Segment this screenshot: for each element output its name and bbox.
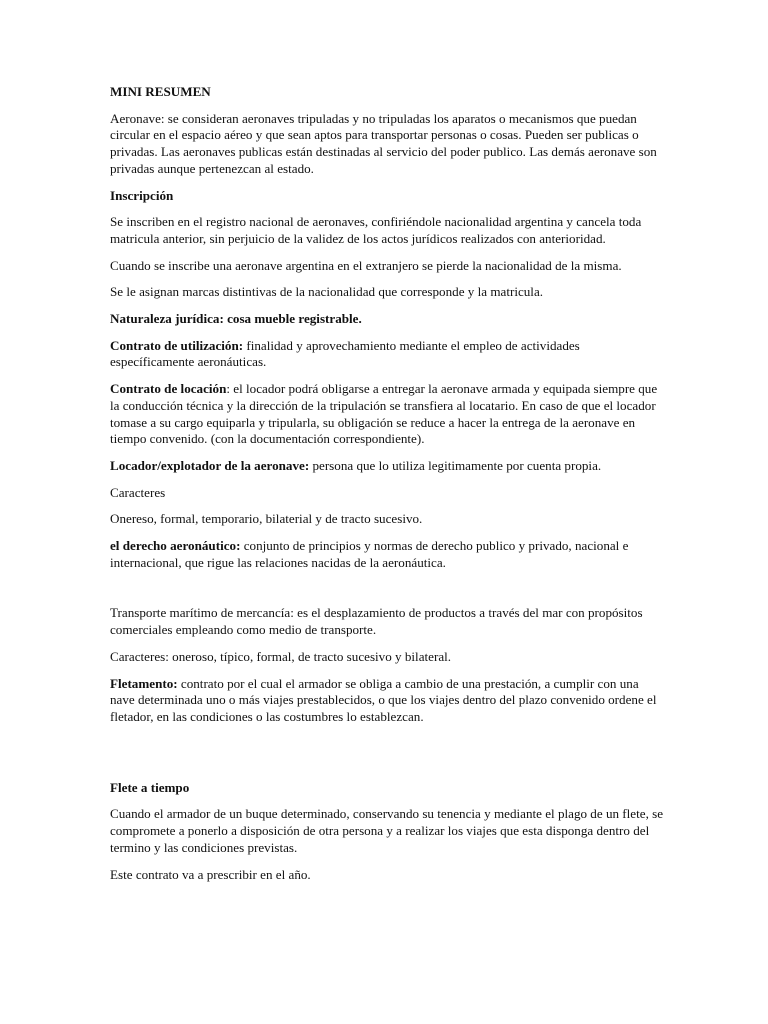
paragraph-naturaleza: Naturaleza jurídica: cosa mueble registrable. [110, 311, 362, 327]
paragraph-aeronave: Aeronave: se consideran aeronaves tripuladas y no tripuladas los aparatos o mecanismos que puedan circular en el espacio aéreo y que sean aptos para transportar personas o cosas. Pueden ser publicas o privadas. Las aeronaves publicas están destinadas al servicio del poder publico. Las demás aeronave son privadas aunque pertenezcan al estado. [110, 110, 657, 176]
caracteres-label: Caracteres [110, 484, 166, 500]
locador-label: Locador/explotador de la aeronave: [110, 457, 310, 473]
paragraph-inscripcion-1: Se inscriben en el registro nacional de aeronaves, confiriéndole nacionalidad argentina y cancela toda matricula anterior, sin perjuicio de la validez de los actos jurídicos realizados con anterioridad. [110, 214, 642, 246]
fletamento-label: Fletamento: [110, 675, 178, 691]
paragraph-inscripcion-3: Se le asignan marcas distintivas de la nacionalidad que corresponde y la matricula. [110, 284, 544, 300]
locacion-text: : el locador podrá obligarse a entregar la aeronave armada y equipada siempre que la conducción técnica y la dirección de la tripulación se transfiera al locatario. En caso de que el locador tomase a su cargo equiparla y tripularla, su obligación se reduce a hacer la entrega de la aeronave en tiempo convenido. (con la documentación correspondiente). [110, 381, 658, 447]
paragraph-inscripcion-2: Cuando se inscribe una aeronave argentina en el extranjero se pierde la nacionalidad de la misma. [110, 257, 622, 273]
document-body [110, 84, 666, 893]
paragraph-transporte: Transporte marítimo de mercancía: es el desplazamiento de productos a través del mar con propósitos comerciales empleando como medio de transporte. [110, 605, 643, 638]
document-title: MINI RESUMEN [110, 84, 211, 99]
locacion-label: Contrato de locación [110, 381, 227, 397]
blank-spacer-large [110, 736, 666, 780]
heading-inscripcion: Inscripción [110, 187, 174, 203]
paragraph-locacion [110, 381, 666, 448]
paragraph-derecho [110, 538, 666, 571]
derecho-label: el derecho aeronáutico: [110, 538, 241, 554]
paragraph-caracteres-2: Caracteres: oneroso, típico, formal, de tracto sucesivo y bilateral. [110, 648, 452, 664]
fletamento-text: contrato por el cual el armador se obliga a cambio de una prestación, a cumplir con una nave determinada uno o más viajes prestablecidos, o que los viajes dentro del plazo convenido ordene el fletador, en las condiciones o las costumbres lo establezcan. [110, 675, 657, 724]
paragraph-utilizacion [110, 338, 666, 371]
paragraph-locador [110, 458, 666, 475]
heading-flete-a-tiempo: Flete a tiempo [110, 779, 190, 795]
utilizacion-label: Contrato de utilización: [110, 337, 244, 353]
derecho-text: conjunto de principios y normas de derecho publico y privado, nacional e internacional, que rigue las relaciones nacidas de la aeronáutica. [110, 538, 629, 570]
paragraph-fletamento [110, 676, 666, 726]
paragraph-prescribir: Este contrato va a prescribir en el año. [110, 866, 311, 882]
blank-spacer [110, 581, 666, 605]
locador-text: persona que lo utiliza legitimamente por cuenta propia. [309, 457, 602, 473]
utilizacion-text: finalidad y aprovechamiento mediante el empleo de actividades específicamente aeronáuticas. [110, 337, 580, 370]
paragraph-flete: Cuando el armador de un buque determinado, conservando su tenencia y mediante el plago de un flete, se compromete a ponerlo a disposición de otra persona y a realizar los viajes que esta disponga dentro del termino y las condiciones previstas. [110, 806, 664, 855]
paragraph-caracteres: Onereso, formal, temporario, bilaterial y de tracto sucesivo. [110, 511, 423, 527]
